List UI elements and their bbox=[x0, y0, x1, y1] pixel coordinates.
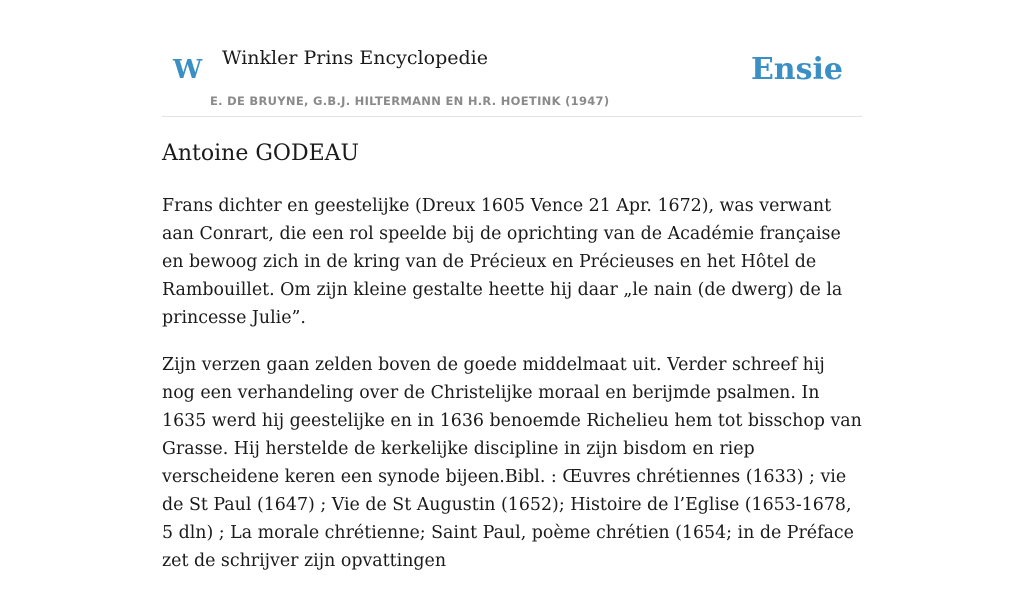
brand-logo[interactable]: Ensie bbox=[750, 52, 843, 87]
article-body bbox=[162, 192, 862, 594]
article-title: Antoine GODEAU bbox=[162, 141, 360, 166]
source-title[interactable]: Winkler Prins Encyclopedie bbox=[222, 47, 488, 69]
article-paragraph: Zijn verzen gaan zelden boven de goede middelmaat uit. Verder schreef hij nog een verhandeling over de Christelijke moraal en berijmde psalmen. In 1635 werd hij geestelijke en in 1636 benoemde Richelieu hem tot bisschop van Grasse. Hij herstelde de kerkelijke discipline in zijn bisdom en riep verscheidene keren een synode bijeen.Bibl. : Œuvres chrétiennes (1633) ; vie de St Paul (1647) ; Vie de St Augustin (1652); Histoire de l’Eglise (1653-1678, 5 dln) ; La morale chrétienne; Saint Paul, poème chrétien (1654; in de Préface zet de schrijver zijn opvattingen bbox=[162, 355, 862, 571]
header bbox=[162, 0, 862, 117]
article-paragraph: Frans dichter en geestelijke (Dreux 1605 Vence 21 Apr. 1672), was verwant aan Conrart, die een rol speelde bij de oprichting van de Académie française en bewoog zich in de kring van de Précieux en Précieuses en het Hôtel de Rambouillet. Om zijn kleine gestalte heette hij daar „le nain (de dwerg) de la princesse Julie”. bbox=[162, 196, 843, 328]
source-authors: E. DE BRUYNE, G.B.J. HILTERMANN EN H.R. HOETINK (1947) bbox=[210, 94, 610, 108]
source-logo-icon[interactable]: W bbox=[173, 55, 203, 85]
